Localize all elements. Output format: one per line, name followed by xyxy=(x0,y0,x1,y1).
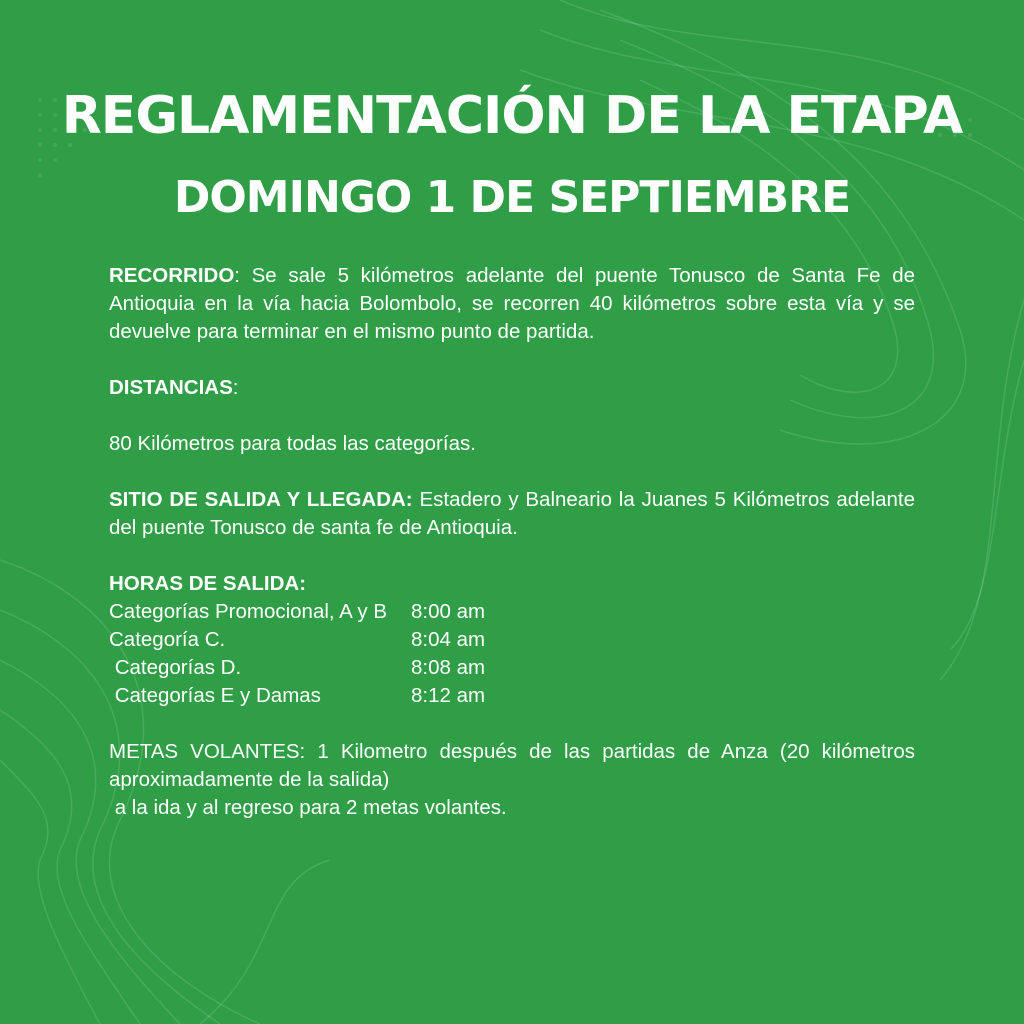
schedule-row xyxy=(109,598,915,626)
sitio-text: Estadero y Balneario la Juanes 5 Kilómetros adelante del puente Tonusco de santa fe de Antioquia. xyxy=(109,488,915,539)
metas-text-continued: a la ida y al regreso para 2 metas volantes. xyxy=(109,796,507,819)
distancias-label: DISTANCIAS xyxy=(109,376,233,399)
page-title: REGLAMENTACIÓN DE LA ETAPA xyxy=(61,86,963,146)
schedule-category: Categorías Promocional, A y B xyxy=(109,600,388,623)
schedule-row xyxy=(109,654,915,682)
schedule-row xyxy=(109,626,915,654)
distancias-section xyxy=(109,374,915,402)
sitio-section xyxy=(109,486,915,542)
schedule-category: Categorías E y Damas xyxy=(109,684,321,707)
horas-label: HORAS DE SALIDA: xyxy=(109,572,307,595)
metas-text: METAS VOLANTES: 1 Kilometro después de las partidas de Anza (20 kilómetros aproximadamente de la salida) xyxy=(109,740,915,791)
schedule-list xyxy=(109,598,915,710)
schedule-time: 8:04 am xyxy=(411,628,486,651)
schedule-category: Categorías D. xyxy=(109,656,242,679)
recorrido-label: RECORRIDO xyxy=(109,264,235,287)
schedule-row xyxy=(109,682,915,710)
recorrido-section xyxy=(109,262,915,346)
distancias-suffix: : xyxy=(232,376,239,399)
page-subtitle: DOMINGO 1 DE SEPTIEMBRE xyxy=(173,172,851,223)
regulation-content xyxy=(109,262,915,822)
schedule-time: 8:00 am xyxy=(411,600,486,623)
schedule-category: Categoría C. xyxy=(109,628,226,651)
distancias-text: 80 Kilómetros para todas las categorías. xyxy=(109,432,476,455)
schedule-time: 8:08 am xyxy=(411,656,486,679)
sitio-label: SITIO DE SALIDA Y LLEGADA: xyxy=(109,488,413,511)
recorrido-text: : Se sale 5 kilómetros adelante del puente Tonusco de Santa Fe de Antioquia en la vía hacia Bolombolo, se recorren 40 kilómetros sobre esta vía y se devuelve para terminar en el mismo punto de partida. xyxy=(109,264,915,343)
schedule-time: 8:12 am xyxy=(411,684,486,707)
